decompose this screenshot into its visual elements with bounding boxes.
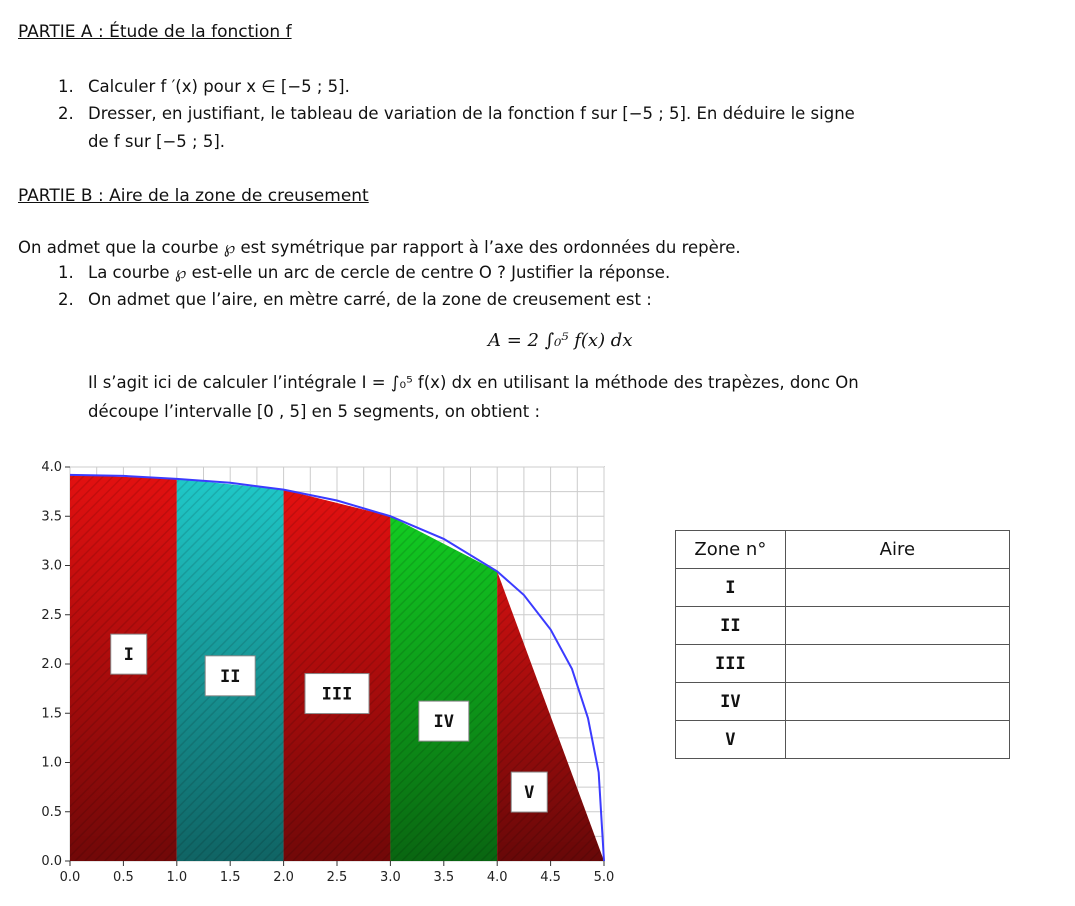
zone-label-V: V (524, 783, 535, 804)
aire-cell[interactable] (785, 645, 1009, 683)
table-row (676, 683, 1010, 721)
part-a-item-2 (58, 104, 855, 123)
x-tick-label: 4.0 (486, 870, 508, 885)
item-number: 1. (58, 263, 74, 282)
y-tick-label: 2.5 (41, 607, 62, 623)
y-tick-label: 0.0 (41, 854, 62, 869)
zone-label-III: III (321, 684, 353, 705)
integral-paragraph-line2: découpe l’intervalle [0 , 5] en 5 segments, on obtient : (88, 402, 541, 421)
part-a-title: PARTIE A : Étude de la fonction f (18, 22, 292, 42)
aire-cell[interactable] (785, 721, 1009, 759)
y-tick-label: 1.0 (41, 755, 62, 771)
item-text: On admet que l’aire, en mètre carré, de la zone de creusement est : (88, 290, 652, 309)
x-tick-label: 2.5 (326, 870, 348, 885)
trapezoid-hatch (390, 516, 497, 861)
aire-cell[interactable] (785, 683, 1009, 721)
x-tick-label: 3.5 (433, 870, 455, 885)
part-b-title: PARTIE B : Aire de la zone de creusement (18, 186, 369, 206)
part-a-item-2-cont: de f sur [−5 ; 5]. (88, 132, 225, 151)
aire-cell[interactable] (785, 569, 1009, 607)
item-text: La courbe ℘ est-elle un arc de cercle de centre O ? Justifier la réponse. (88, 263, 671, 282)
x-tick-label: 2.0 (273, 870, 294, 885)
zone-cell: I (676, 569, 786, 607)
table-row (676, 721, 1010, 759)
y-tick-label: 2.0 (41, 657, 62, 672)
x-tick-label: 0.0 (59, 870, 81, 885)
y-tick-label: 4.0 (41, 460, 62, 475)
zone-cell: III (676, 645, 786, 683)
trapezoid-chart (0, 440, 640, 906)
item-number: 1. (58, 77, 74, 96)
x-tick-label: 0.5 (113, 870, 134, 885)
zone-label-IV: IV (433, 712, 455, 733)
table-row (676, 645, 1010, 683)
x-tick-label: 1.0 (166, 870, 188, 885)
part-b-item-1 (58, 263, 670, 282)
item-number: 2. (58, 104, 74, 123)
aire-cell[interactable] (785, 607, 1009, 645)
y-tick-label: 1.5 (41, 706, 62, 722)
x-tick-label: 4.5 (540, 870, 561, 885)
part-b-item-2 (58, 290, 652, 309)
x-tick-label: 5.0 (593, 870, 615, 885)
y-tick-label: 0.5 (41, 804, 62, 820)
zone-cell: II (676, 607, 786, 645)
zone-cell: V (676, 721, 786, 759)
item-number: 2. (58, 290, 74, 309)
item-text: Dresser, en justifiant, le tableau de variation de la fonction f sur [−5 ; 5]. En déduire le signe (88, 104, 855, 123)
table-header-row (676, 531, 1010, 569)
part-b-intro: On admet que la courbe ℘ est symétrique par rapport à l’axe des ordonnées du repère. (18, 238, 741, 257)
x-tick-label: 1.5 (219, 870, 241, 885)
y-tick-label: 3.0 (41, 558, 62, 574)
zones-table (675, 530, 1010, 759)
header-aire: Aire (785, 531, 1009, 569)
part-a-item-1 (58, 77, 350, 96)
header-zone: Zone n° (676, 531, 786, 569)
table-row (676, 569, 1010, 607)
zone-label-I: I (123, 645, 134, 666)
item-text: Calculer f ′(x) pour x ∈ [−5 ; 5]. (88, 77, 350, 96)
integral-paragraph-line1: Il s’agit ici de calculer l’intégrale I = ∫₀⁵ f(x) dx en utilisant la méthode des trapèzes, donc On (88, 373, 859, 392)
area-formula: A = 2 ∫₀⁵ f(x) dx (488, 330, 633, 351)
y-tick-label: 3.5 (41, 509, 62, 525)
zone-label-II: II (219, 666, 241, 687)
x-tick-label: 3.0 (380, 870, 401, 885)
table-row (676, 607, 1010, 645)
zone-cell: IV (676, 683, 786, 721)
